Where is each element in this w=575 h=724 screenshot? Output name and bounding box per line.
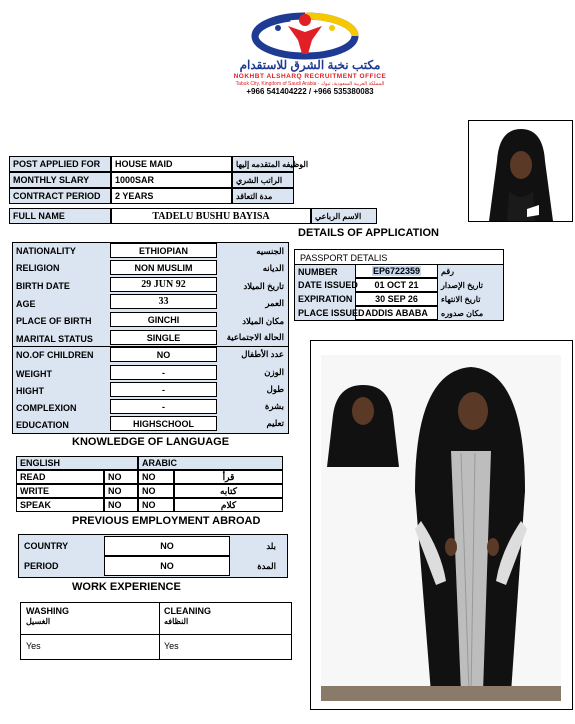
language-row-arabic: NO: [138, 470, 174, 484]
applicant-photo-small: [468, 120, 573, 222]
personal-label: MARITAL STATUS: [16, 334, 93, 344]
personal-arabic: عدد الأطفال: [241, 349, 284, 359]
applicant-photo-full: [310, 340, 573, 710]
post-value: HOUSE MAID: [111, 156, 232, 172]
employment-title: PREVIOUS EMPLOYMENT ABROAD: [72, 515, 261, 527]
passport-number-text: EP6722359: [372, 266, 421, 276]
personal-arabic: مكان الميلاد: [242, 316, 284, 326]
personal-arabic: الجنسيه: [256, 246, 284, 256]
language-row-label: WRITE: [16, 484, 104, 498]
passport-expiry-label: EXPIRATION: [295, 292, 355, 306]
work-washing-label: WASHING: [26, 606, 70, 616]
language-row-ar: كتابه: [174, 484, 283, 498]
employment-period-value: NO: [104, 556, 230, 576]
personal-arabic: تاريخ الميلاد: [243, 281, 284, 291]
personal-value: -: [110, 365, 217, 380]
personal-arabic: الوزن: [264, 367, 284, 377]
personal-value: -: [110, 382, 217, 397]
personal-value: 33: [110, 294, 217, 309]
personal-label: AGE: [16, 299, 36, 309]
passport-place-label: PLACE ISSUED: [295, 306, 355, 320]
language-title: KNOWLEDGE OF LANGUAGE: [72, 436, 230, 448]
personal-value: NO: [110, 347, 217, 362]
personal-value: ETHIOPIAN: [110, 243, 217, 258]
post-label: POST APPLIED FOR: [9, 156, 111, 172]
contract-label: CONTRACT PERIOD: [9, 188, 111, 204]
work-washing-value: Yes: [26, 641, 41, 651]
employment-country-label: COUNTRY: [24, 541, 69, 551]
work-cleaning-value: Yes: [164, 641, 179, 651]
personal-label: PLACE OF BIRTH: [16, 316, 92, 326]
personal-value: NON MUSLIM: [110, 260, 217, 275]
personal-arabic: الديانه: [262, 263, 284, 273]
passport-place-value: ADDIS ABABA: [355, 306, 438, 320]
full-name-arabic: الاسم الرباعي: [311, 208, 377, 224]
contract-value: 2 YEARS: [111, 188, 232, 204]
employment-country-value: NO: [104, 536, 230, 556]
personal-label: NO.OF CHILDREN: [16, 350, 94, 360]
personal-value: 29 JUN 92: [110, 277, 217, 292]
language-row-english: NO: [104, 498, 138, 512]
personal-label: WEIGHT: [16, 369, 52, 379]
contract-arabic: مدة التعاقد: [232, 188, 294, 204]
language-row-english: NO: [104, 484, 138, 498]
personal-value: HIGHSCHOOL: [110, 416, 217, 431]
work-title: WORK EXPERIENCE: [72, 581, 181, 593]
personal-arabic: بشرة: [264, 401, 284, 411]
employment-country-arabic: بلد: [266, 541, 276, 551]
passport-issued-arabic: تاريخ الإصدار: [438, 278, 503, 292]
company-phones: +966 541404222 / +966 535380083: [246, 87, 374, 96]
passport-issued-label: DATE ISSUED: [295, 278, 355, 292]
salary-label: MONTHLY SLARY: [9, 172, 111, 188]
passport-title: PASSPORT DETALIS: [300, 253, 388, 263]
personal-label: RELIGION: [16, 263, 60, 273]
passport-issued-value: 01 OCT 21: [355, 278, 438, 292]
company-name-english: NOKHBT ALSHARQ RECRUITMENT OFFICE: [233, 73, 387, 80]
personal-arabic: العمر: [265, 298, 284, 308]
work-divider-horizontal: [20, 634, 292, 635]
language-row-arabic: NO: [138, 484, 174, 498]
language-row-ar: كلام: [174, 498, 283, 512]
personal-value: GINCHI: [110, 312, 217, 327]
personal-arabic: طول: [266, 384, 284, 394]
company-name-arabic: مكتب نخبة الشرق للاستقدام: [239, 58, 381, 72]
language-row-english: NO: [104, 470, 138, 484]
language-row-label: READ: [16, 470, 104, 484]
work-washing-arabic: الغسيل: [26, 617, 51, 626]
personal-label: EDUCATION: [16, 420, 69, 430]
company-location: Tabuk City, Kingdom of Saudi Arabia - المملكة العربية السعودية، تبوك: [235, 81, 385, 87]
personal-label: HIGHT: [16, 386, 44, 396]
employment-period-arabic: المدة: [257, 561, 276, 571]
passport-expiry-value: 30 SEP 26: [355, 292, 438, 306]
passport-number-value: [355, 264, 438, 278]
employment-period-label: PERIOD: [24, 561, 59, 571]
passport-place-arabic: مكان صدوره: [438, 306, 503, 320]
passport-number-arabic: رقم: [438, 264, 503, 278]
passport-number-label: NUMBER: [295, 264, 355, 278]
personal-arabic: الحالة الاجتماعية: [226, 332, 284, 342]
language-row-ar: قرأ: [174, 470, 283, 484]
post-arabic: الوظيفه المتقدمه إليها: [232, 156, 294, 172]
details-title: DETAILS OF APPLICATION: [298, 227, 439, 239]
personal-label: NATIONALITY: [16, 246, 76, 256]
work-cleaning-arabic: النظافه: [164, 617, 189, 626]
work-divider-vertical: [159, 602, 160, 660]
passport-expiry-arabic: تاريخ الانتهاء: [438, 292, 503, 306]
salary-value: 1000SAR: [111, 172, 232, 188]
language-header-arabic: ARABIC: [138, 456, 283, 470]
full-name-value: TADELU BUSHU BAYISA: [111, 208, 311, 224]
personal-arabic: تعليم: [266, 418, 284, 428]
company-logo: [250, 6, 360, 62]
language-row-label: SPEAK: [16, 498, 104, 512]
full-name-label: FULL NAME: [9, 208, 111, 224]
personal-label: COMPLEXION: [16, 403, 77, 413]
personal-value: SINGLE: [110, 330, 217, 345]
personal-value: -: [110, 399, 217, 414]
language-row-arabic: NO: [138, 498, 174, 512]
salary-arabic: الراتب الشري: [232, 172, 294, 188]
language-header-english: ENGLISH: [16, 456, 138, 470]
work-cleaning-label: CLEANING: [164, 606, 211, 616]
personal-label: BIRTH DATE: [16, 281, 70, 291]
